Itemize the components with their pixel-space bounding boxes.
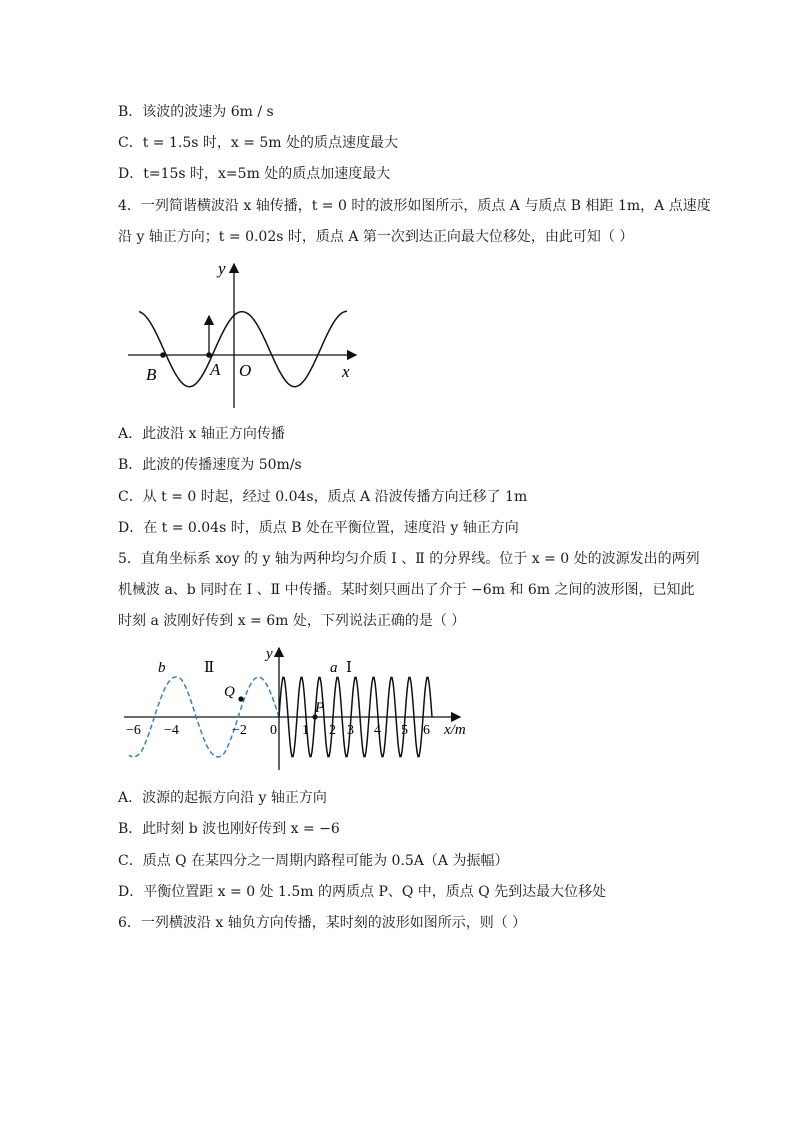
tick-label: 5 — [401, 723, 408, 738]
question-4-line-1: 4．一列简谐横波沿 x 轴传播，t = 0 时的波形如图所示，质点 A 与质点 B 相距 1m，A 点速度 — [118, 198, 711, 214]
question-5-line-1: 5．直角坐标系 xoy 的 y 轴为两种均匀介质 Ⅰ 、Ⅱ 的分界线。位于 x = 0 处的波源发出的两列 — [118, 551, 700, 567]
question-4-line-2: 沿 y 轴正方向；t = 0.02s 时，质点 A 第一次到达正向最大位移处，由此可知（ ） — [118, 229, 634, 245]
label-a: A — [210, 360, 221, 379]
option-c-velocity: C．t = 1.5s 时，x = 5m 处的质点速度最大 — [118, 135, 399, 151]
point-b — [160, 352, 166, 358]
q4-option-c: C．从 t = 0 时起，经过 0.04s，质点 A 沿波传播方向迁移了 1m — [118, 489, 528, 505]
x-axis-label: x/m — [444, 722, 466, 738]
tick-label: 1 — [302, 723, 309, 738]
option-d-acceleration: D．t=15s 时，x=5m 处的质点加速度最大 — [118, 166, 391, 182]
q5-option-d: D．平衡位置距 x = 0 处 1.5m 的两质点 P、Q 中，质点 Q 先到达最大位移处 — [118, 884, 607, 900]
tick-label: −4 — [164, 723, 179, 738]
q5-option-a: A．波源的起振方向沿 y 轴正方向 — [118, 790, 327, 806]
y-axis-label: y — [218, 259, 226, 278]
q5-option-c: C．质点 Q 在某四分之一周期内路程可能为 0.5A（A 为振幅） — [118, 853, 509, 869]
tick-label: 6 — [423, 723, 430, 738]
tick-label: −2 — [232, 723, 247, 738]
label-q: Q — [224, 684, 235, 700]
x-axis-label: x — [342, 362, 350, 381]
y-axis-label: y — [266, 646, 273, 662]
tick-label: −6 — [126, 723, 141, 738]
q4-option-b: B．此波的传播速度为 50m/s — [118, 457, 302, 473]
question-5-line-2: 机械波 a、b 同时在 Ⅰ 、Ⅱ 中传播。某时刻只画出了介于 −6m 和 6m 之间的波形图，已知此 — [118, 582, 695, 598]
question-6-line-1: 6．一列横波沿 x 轴负方向传播，某时刻的波形如图所示，则（ ） — [118, 915, 527, 931]
point-q — [238, 696, 243, 701]
q4-option-a: A．此波沿 x 轴正方向传播 — [118, 426, 285, 442]
q5-option-b: B．此时刻 b 波也刚好传到 x = −6 — [118, 821, 340, 837]
figure-question-5-waveform — [118, 642, 478, 774]
figure-question-4-waveform — [118, 256, 368, 416]
tick-label: 4 — [374, 723, 381, 738]
q4-option-d: D．在 t = 0.04s 时，质点 B 处在平衡位置，速度沿 y 轴正方向 — [118, 520, 519, 536]
tick-label: 3 — [347, 723, 354, 738]
tick-label: 0 — [270, 723, 277, 738]
option-b-wave-speed: B．该波的波速为 6m / s — [118, 104, 274, 120]
label-o: O — [239, 361, 252, 380]
label-region-i: Ⅰ — [346, 660, 352, 676]
label-a: a — [330, 660, 338, 676]
label-b: B — [146, 365, 157, 384]
label-b: b — [158, 660, 166, 676]
label-p: P — [315, 700, 325, 716]
question-5-line-3: 时刻 a 波刚好传到 x = 6m 处，下列说法正确的是（ ） — [118, 613, 466, 629]
label-region-ii: Ⅱ — [204, 660, 215, 676]
tick-label: 2 — [329, 723, 336, 738]
